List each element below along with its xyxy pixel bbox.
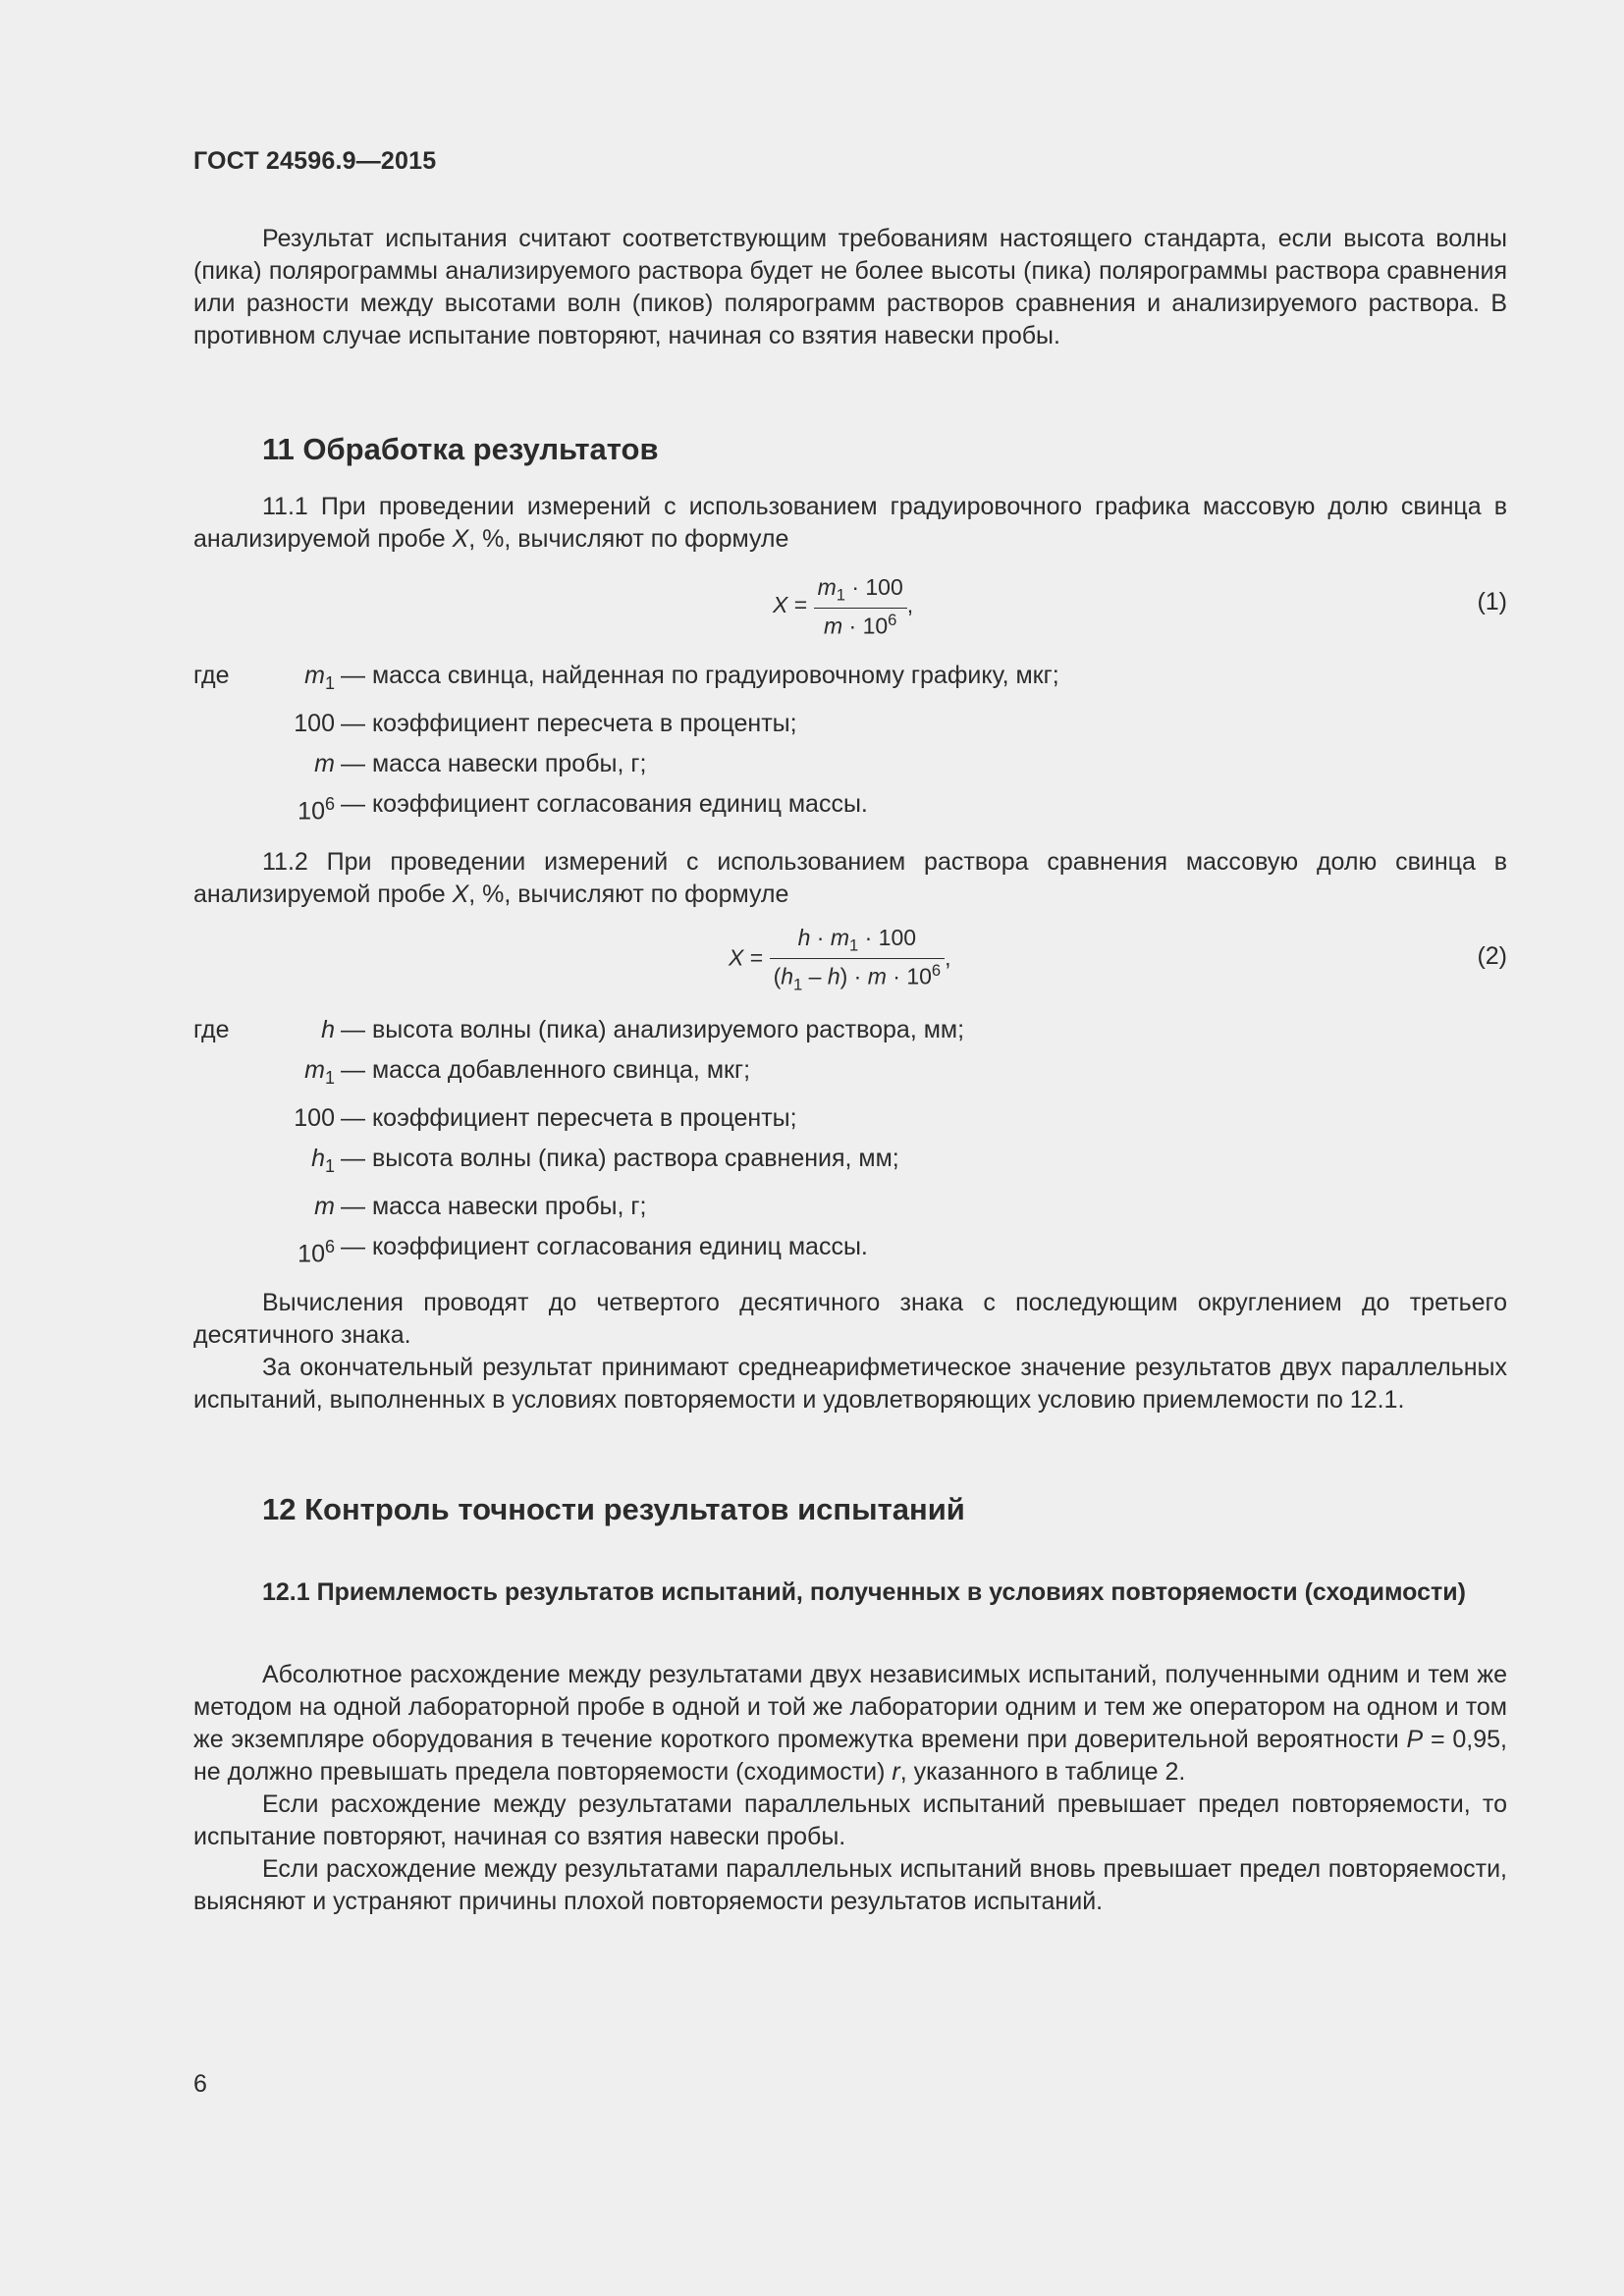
formula-1-legend [193,656,1507,831]
legend-symbol: $10^6$ [298,794,335,826]
page-number: 6 [193,2070,207,2098]
legend-row: m — масса навески пробы, г; [193,1187,1507,1227]
formula-2: X = $\frac{h \cdot m_1 \cdot 100}{(h_1 - h) \cdot m \cdot 10^6}$ , (2) [729,925,1507,993]
paragraph-final-result: За окончательный результат принимают среднеарифметическое значение результатов двух параллельных испытаний, выполненных в условиях повторяемости и удовлетворяющих условию приемлемости по 12.1. [193,1354,1507,1414]
paragraph-12-1-repeatability: Абсолютное расхождение между результатами двух независимых испытаний, полученными одним и тем же методом на одной лабораторной пробе в одной и той же лаборатории одним и тем же оператором на одном и том же экземпляре оборудования в течение короткого промежутка времени при доверительной вероятности P = 0,95, не должно превышать предела повторяемости (сходимости) r, указанного в таблице 2. [193,1661,1507,1786]
legend-symbol: h [321,1016,335,1043]
formula-1-number: (1) [1477,588,1507,615]
formula-2-legend [193,1010,1507,1274]
legend-symbol: $10^6$ [298,1237,335,1268]
legend-row: 100 — коэффициент пересчета в проценты; [193,1098,1507,1139]
paragraph-11-1: 11.1 При проведении измерений с использованием градуировочного графика массовую долю свинца в анализируемой пробе X, %, вычисляют по формуле [193,493,1507,553]
legend-row: $m_1$ — масса добавленного свинца, мкг; [193,1050,1507,1098]
formula-2-number: (2) [1477,942,1507,970]
document-id: ГОСТ 24596.9—2015 [193,147,437,175]
paragraph-calculation: Вычисления проводят до четвертого десятичного знака с последующим округлением до третьего десятичного знака. [193,1289,1507,1349]
paragraph-12-1-causes: Если расхождение между результатами параллельных испытаний вновь превышает предел повторяемости, выясняют и устраняют причины плохой повторяемости результатов испытаний. [193,1855,1507,1915]
formula-2-fraction: $\frac{h \cdot m_1 \cdot 100}{(h_1 - h) \cdot m \cdot 10^6}$ [770,925,946,994]
legend-row: 100 — коэффициент пересчета в проценты; [193,704,1507,744]
legend-row: где h — высота волны (пика) анализируемого раствора, мм; [193,1010,1507,1050]
section-12-title: 12 Контроль точности результатов испытаний [262,1492,965,1526]
legend-symbol: m [314,750,335,777]
legend-symbol: $m_1$ [304,1056,335,1088]
legend-row: $10^6$ — коэффициент согласования единиц массы. [193,1227,1507,1274]
section-11-title: 11 Обработка результатов [262,432,659,466]
legend-row: $h_1$ — высота волны (пика) раствора сравнения, мм; [193,1139,1507,1187]
legend-row: $10^6$ — коэффициент согласования единиц массы. [193,784,1507,831]
paragraph-11-2: 11.2 При проведении измерений с использованием раствора сравнения массовую долю свинца в анализируемой пробе X, %, вычисляют по формуле [193,848,1507,908]
legend-symbol: m [314,1193,335,1220]
legend-symbol: 100 [294,710,335,737]
legend-symbol: 100 [294,1104,335,1132]
legend-row: m — масса навески пробы, г; [193,744,1507,784]
intro-paragraph: Результат испытания считают соответствующим требованиям настоящего стандарта, если высота волны (пика) полярограммы анализируемого раствора будет не более высоты (пика) полярограммы раствора сравнения или разности между высотами волн (пиков) полярограмм растворов сравнения и анализируемого раствора. В противном случае испытание повторяют, начиная со взятия навески пробы. [193,225,1507,349]
legend-symbol: $h_1$ [311,1145,335,1176]
paragraph-12-1-repeat-test: Если расхождение между результатами параллельных испытаний превышает предел повторяемости, то испытание повторяют, начиная со взятия навески пробы. [193,1790,1507,1850]
legend-symbol: $m_1$ [304,662,335,693]
formula-1-fraction: $\frac{m_1 \cdot 100}{m \cdot 10^6}$ [814,574,907,639]
subsection-12-1-title: 12.1 Приемлемость результатов испытаний, полученных в условиях повторяемости (сходимости) [262,1578,1466,1606]
legend-row: где $m_1$ — масса свинца, найденная по градуировочному графику, мкг; [193,656,1507,704]
formula-1: X = $\frac{m_1 \cdot 100}{m \cdot 10^6}$ , (1) [773,574,1507,639]
